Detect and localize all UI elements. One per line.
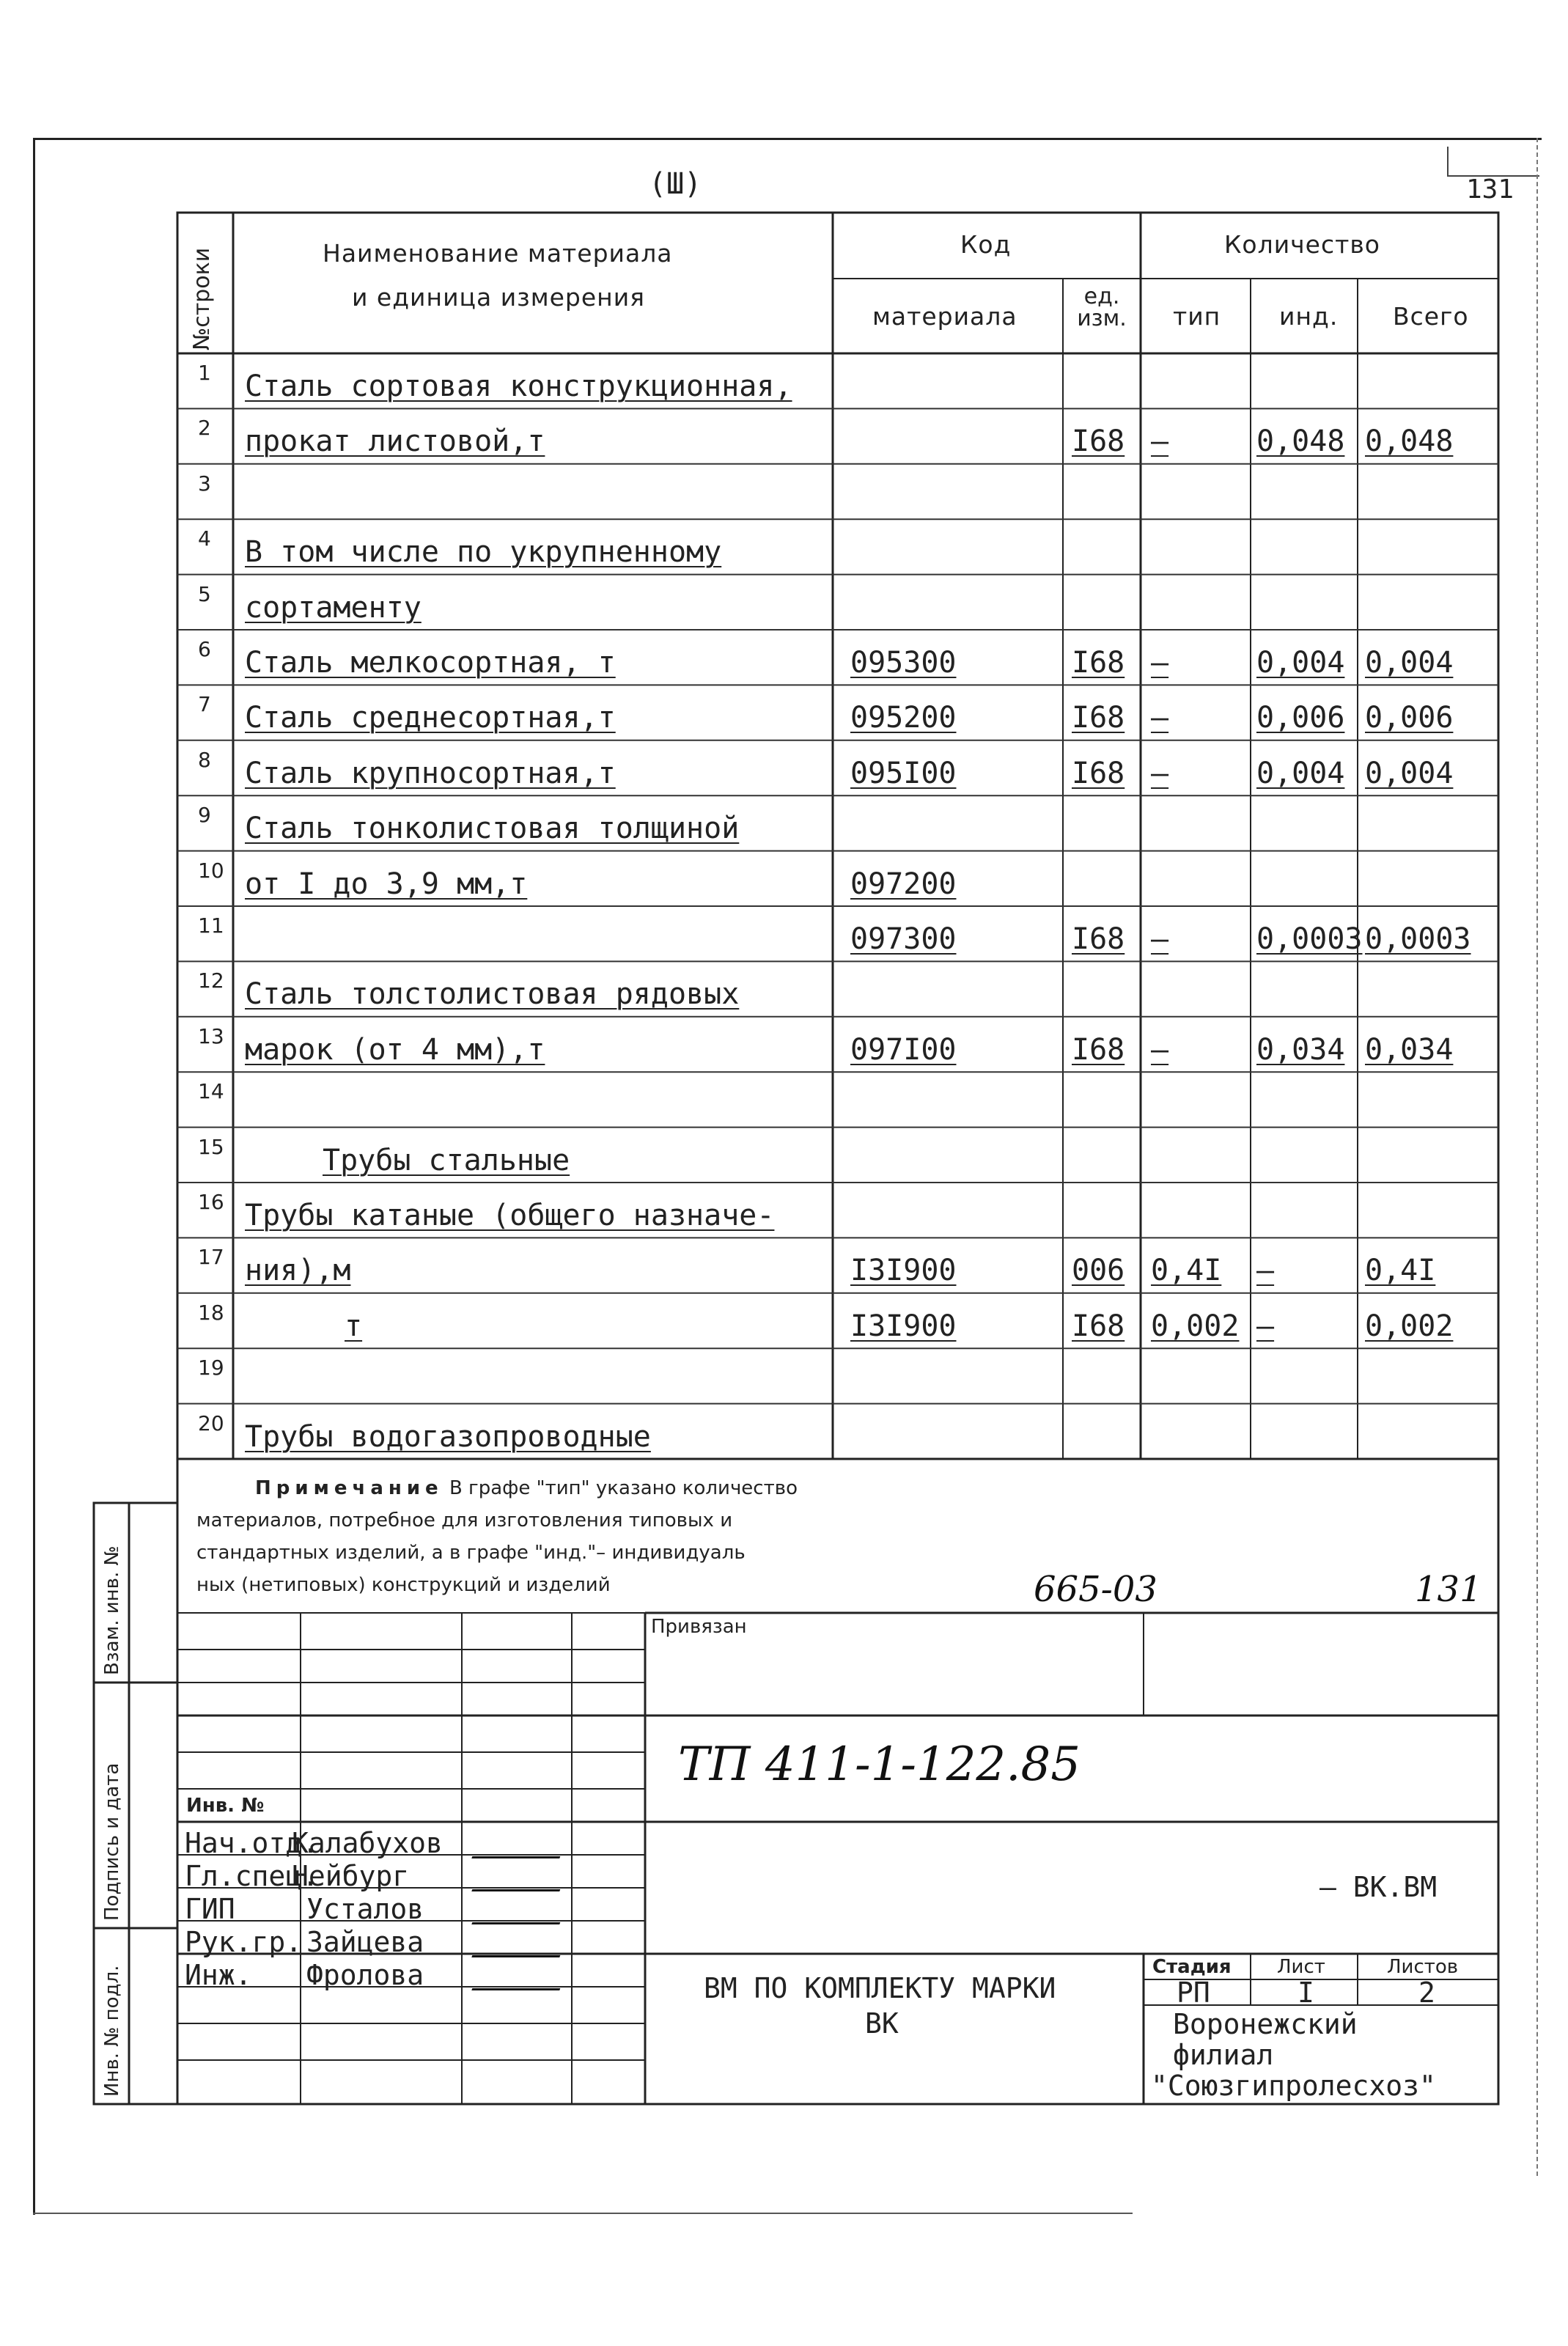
sheet-title-line1: ВМ ПО КОМПЛЕКТУ МАРКИ xyxy=(704,1972,1056,2004)
header-name-line2: и единица измерения xyxy=(352,283,646,312)
header-individual: инд. xyxy=(1279,302,1339,331)
row-number: 4 xyxy=(198,526,211,551)
sheet-bottom-edge xyxy=(33,2213,1133,2214)
staff-name: Фролова xyxy=(306,1959,424,1991)
table-cell-type: – xyxy=(1151,922,1169,956)
table-cell-type: 0,002 xyxy=(1151,1309,1240,1343)
row-number: 19 xyxy=(198,1356,224,1380)
staff-name: Зайцева xyxy=(306,1926,424,1958)
table-cell-type: – xyxy=(1151,701,1169,735)
note-text-2: материалов, потребное для изготовления типовых и xyxy=(196,1510,733,1531)
note-text-3: стандартных изделий, а в графе "инд."– индивидуаль xyxy=(196,1542,746,1564)
table-cell-type: 0,4I xyxy=(1151,1254,1222,1288)
table-cell-unit: I68 xyxy=(1072,424,1125,459)
organization-block xyxy=(1151,2008,1436,2102)
table-cell-ind: – xyxy=(1256,1309,1275,1343)
row-number: 17 xyxy=(198,1245,224,1270)
table-cell-name: Сталь сортовая конструкционная, xyxy=(245,369,792,403)
table-cell-name: прокат листовой,т xyxy=(245,424,545,459)
table-cell-code: 095I00 xyxy=(850,756,957,790)
staff-name: Усталов xyxy=(306,1893,424,1925)
table-cell-ind: – xyxy=(1256,1254,1275,1288)
note-block xyxy=(196,1472,1443,1601)
sheet-value: I xyxy=(1298,1977,1314,2009)
table-cell-total: 0,006 xyxy=(1365,701,1454,735)
table-cell-unit: 006 xyxy=(1072,1254,1125,1288)
row-number: 9 xyxy=(198,803,211,828)
table-cell-unit: I68 xyxy=(1072,922,1125,956)
header-unit-line2: изм. xyxy=(1077,306,1127,331)
row-number: 12 xyxy=(198,968,224,993)
staff-role: Нач.отд. xyxy=(185,1827,320,1859)
row-number: 14 xyxy=(198,1079,224,1104)
table-cell-type: – xyxy=(1151,756,1169,790)
row-number: 20 xyxy=(198,1411,224,1435)
staff-role: Рук.гр. xyxy=(185,1926,303,1958)
inv-label: Инв. № xyxy=(186,1795,265,1817)
header-type: тип xyxy=(1173,302,1221,331)
table-cell-code: 097I00 xyxy=(850,1032,957,1067)
note-title: Примечание xyxy=(255,1477,443,1499)
staff-role: Инж. xyxy=(185,1959,252,1991)
table-cell-name: т xyxy=(345,1309,363,1343)
stage-value: РП xyxy=(1177,1977,1210,2009)
table-cell-name: сортаменту xyxy=(245,590,422,625)
table-cell-total: 0,002 xyxy=(1365,1309,1454,1343)
note-text-4: ных (нетиповых) конструкций и изделий xyxy=(196,1574,611,1596)
table-cell-ind: 0,0003 xyxy=(1256,922,1363,956)
table-cell-ind: 0,004 xyxy=(1256,756,1345,790)
header-material: материала xyxy=(872,302,1017,331)
org-line1: Воронежский xyxy=(1173,2008,1358,2040)
table-cell-name: Сталь толстолистовая рядовых xyxy=(245,977,740,1012)
header-code: Код xyxy=(960,230,1012,259)
staff-name: Нейбург xyxy=(292,1860,410,1892)
header-unit-line1: ед. xyxy=(1083,284,1120,309)
signature-mark xyxy=(471,1831,569,1858)
table-cell-name: Сталь тонколистовая толщиной xyxy=(245,812,740,846)
table-cell-unit: I68 xyxy=(1072,1309,1125,1343)
handwritten-page: 131 xyxy=(1415,1569,1482,1610)
sheet-edge xyxy=(1536,138,1538,2176)
table-cell-name: марок (от 4 мм),т xyxy=(245,1032,545,1067)
table-cell-total: 0,0003 xyxy=(1365,922,1471,956)
handwritten-code: 665-03 xyxy=(1034,1569,1157,1610)
staff-name: Калабухов xyxy=(292,1827,443,1859)
table-cell-total: 0,048 xyxy=(1365,424,1454,459)
corner-page-number: 131 xyxy=(1466,174,1514,205)
table-cell-name: Сталь крупносортная,т xyxy=(245,756,616,790)
table-cell-name: Трубы стальные xyxy=(323,1143,570,1177)
table-cell-code: 097300 xyxy=(850,922,957,956)
sheet-title-line2: ВК xyxy=(865,2007,899,2040)
table-cell-type: – xyxy=(1151,646,1169,680)
org-line2: филиал xyxy=(1173,2039,1274,2071)
row-number: 16 xyxy=(198,1190,224,1214)
table-cell-total: 0,4I xyxy=(1365,1254,1436,1288)
signature-mark xyxy=(471,1864,569,1891)
table-cell-unit: I68 xyxy=(1072,701,1125,735)
sheets-label: Листов xyxy=(1387,1956,1459,1978)
table-cell-total: 0,034 xyxy=(1365,1032,1454,1067)
signature-mark xyxy=(471,1930,569,1957)
table-cell-ind: 0,004 xyxy=(1256,646,1345,680)
table-cell-total: 0,004 xyxy=(1365,646,1454,680)
table-cell-type: – xyxy=(1151,1032,1169,1067)
sheet-label: Лист xyxy=(1277,1956,1325,1978)
table-cell-unit: I68 xyxy=(1072,1032,1125,1067)
staff-role: ГИП xyxy=(185,1893,235,1925)
row-number: 3 xyxy=(198,471,211,496)
table-cell-unit: I68 xyxy=(1072,646,1125,680)
project-number-handwritten: ТП 411-1-122.85 xyxy=(678,1738,1081,1792)
bound-label: Привязан xyxy=(651,1616,747,1638)
row-number: 15 xyxy=(198,1134,224,1159)
table-cell-code: I3I900 xyxy=(850,1309,957,1343)
row-number: 5 xyxy=(198,581,211,606)
note-text-1: В графе "тип" указано количество xyxy=(449,1477,798,1499)
row-number: 1 xyxy=(198,361,211,385)
row-number: 6 xyxy=(198,637,211,661)
header-unit xyxy=(1063,286,1141,330)
stage-label: Стадия xyxy=(1152,1956,1232,1978)
org-line3: "Союзгипролесхоз" xyxy=(1151,2070,1436,2102)
signature-mark xyxy=(471,1897,569,1924)
table-cell-name: Трубы катаные (общего назначе- xyxy=(245,1199,775,1232)
table-cell-code: I3I900 xyxy=(850,1254,957,1288)
row-number: 13 xyxy=(198,1023,224,1048)
row-number: 7 xyxy=(198,692,211,717)
table-cell-type: – xyxy=(1151,424,1169,459)
table-cell-code: 097200 xyxy=(850,867,957,901)
table-cell-name: от I до 3,9 мм,т xyxy=(245,867,528,901)
header-total: Всего xyxy=(1393,302,1469,331)
header-row-number: №строки xyxy=(189,247,215,350)
side-label-original-inv: Инв. № подл. xyxy=(101,1965,123,2097)
table-cell-name: В том числе по укрупненному xyxy=(245,535,722,570)
table-cell-name: Сталь среднесортная,т xyxy=(245,701,616,735)
document-code: – ВК.ВМ xyxy=(1319,1871,1438,1903)
side-label-replaced-inv: Взам. инв. № xyxy=(101,1545,123,1675)
staff-role: Гл.спец. xyxy=(185,1860,320,1892)
table-cell-ind: 0,034 xyxy=(1256,1032,1345,1067)
row-number: 8 xyxy=(198,747,211,772)
section-mark: (Ш) xyxy=(649,167,702,201)
header-quantity: Количество xyxy=(1224,230,1380,259)
row-number: 11 xyxy=(198,913,224,938)
table-cell-unit: I68 xyxy=(1072,756,1125,790)
table-cell-code: 095300 xyxy=(850,646,957,680)
table-cell-code: 095200 xyxy=(850,701,957,735)
sheets-value: 2 xyxy=(1418,1977,1435,2009)
row-number: 2 xyxy=(198,416,211,441)
table-cell-ind: 0,048 xyxy=(1256,424,1345,459)
table-cell-name: Сталь мелкосортная, т xyxy=(245,646,616,680)
table-cell-name: Трубы водогазопроводные xyxy=(245,1419,651,1454)
table-cell-ind: 0,006 xyxy=(1256,701,1345,735)
side-label-signature-date: Подпись и дата xyxy=(101,1762,123,1921)
row-number: 10 xyxy=(198,858,224,883)
signature-mark xyxy=(471,1963,569,1990)
header-name-line1: Наименование материала xyxy=(323,239,673,268)
table-cell-total: 0,004 xyxy=(1365,756,1454,790)
row-number: 18 xyxy=(198,1300,224,1325)
table-cell-name: ния),м xyxy=(245,1254,351,1288)
